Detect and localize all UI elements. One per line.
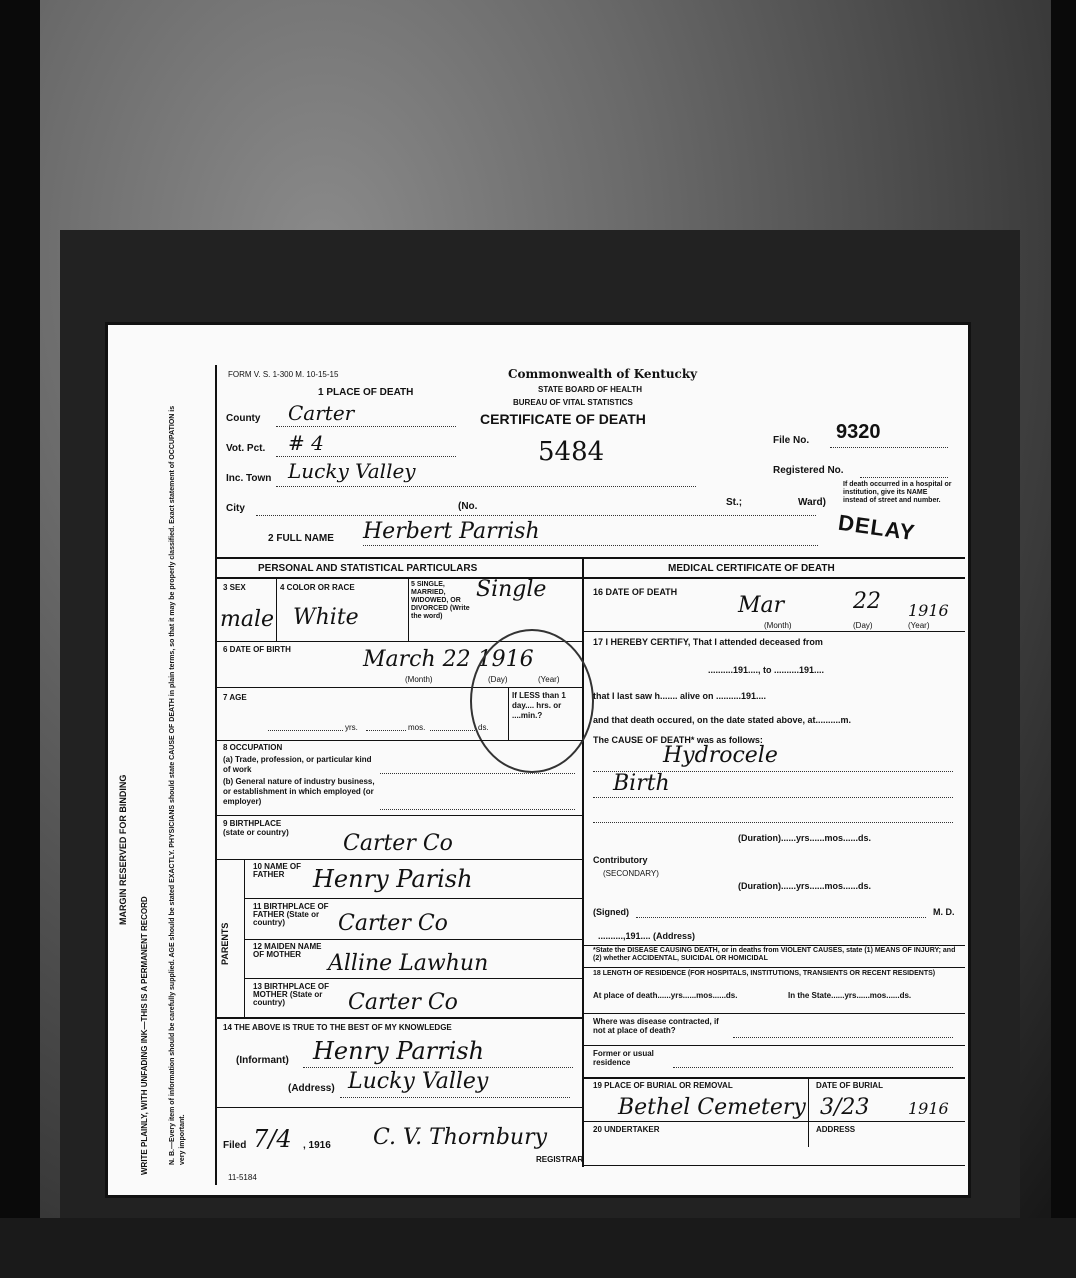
mother-value: Alline Lawhun — [328, 951, 489, 976]
filed-year: , 1916 — [303, 1140, 331, 1151]
full-name-label: 2 FULL NAME — [268, 533, 334, 544]
in-state-label: In the State......yrs......mos......ds. — [788, 991, 912, 1000]
dob-day-label: (Day) — [488, 675, 508, 684]
personal-heading: PERSONAL AND STATISTICAL PARTICULARS — [258, 563, 478, 574]
marital-value: Single — [476, 577, 547, 602]
address-value: Lucky Valley — [348, 1069, 489, 1094]
street-label: St.; — [726, 497, 743, 508]
dod-month-label: (Month) — [764, 621, 792, 630]
dob-month-label: (Month) — [405, 675, 433, 684]
knowledge-label: 14 THE ABOVE IS TRUE TO THE BEST OF MY KNOWLEDGE — [223, 1023, 452, 1032]
father-birthplace-label: 11 BIRTHPLACE OF FATHER (State or country) — [253, 902, 329, 927]
certificate-title: CERTIFICATE OF DEATH — [480, 411, 646, 427]
age-mos-label: mos. — [408, 723, 426, 732]
margin-write-plainly-text: WRITE PLAINLY, WITH UNFADING INK—THIS IS A PERMANENT RECORD — [140, 896, 149, 1175]
city-label: City — [226, 503, 245, 514]
dod-day-label: (Day) — [853, 621, 873, 630]
age-yrs-label: yrs. — [345, 723, 358, 732]
vot-pct-label: Vot. Pct. — [226, 443, 266, 454]
color-value: White — [293, 605, 359, 630]
duration-line-2: (Duration)......yrs......mos......ds. — [738, 881, 872, 891]
left-border-line — [215, 365, 217, 1185]
secondary-label: (SECONDARY) — [603, 869, 659, 878]
date-of-death-year: 1916 — [908, 601, 949, 620]
age-label: 7 AGE — [223, 693, 247, 702]
color-label: 4 COLOR OR RACE — [280, 583, 355, 592]
parents-label: PARENTS — [220, 922, 230, 965]
former-residence-label: Former or usual residence — [593, 1049, 654, 1067]
state-board: STATE BOARD OF HEALTH — [538, 385, 642, 394]
mother-birthplace-label: 13 BIRTHPLACE OF MOTHER (State or country) — [253, 982, 330, 1007]
cause-secondary: Birth — [613, 771, 670, 796]
file-number: 9320 — [836, 421, 881, 443]
date-of-death-month: Mar — [738, 593, 785, 618]
occupation-a-label: (a) Trade, profession, or particular kind of work — [223, 755, 372, 774]
date-of-death-day: 22 — [853, 589, 881, 614]
dob-year-label: (Year) — [538, 675, 560, 684]
occupation-label: 8 OCCUPATION — [223, 743, 283, 752]
film-edge-right — [1051, 0, 1076, 1278]
bureau-name: BUREAU OF VITAL STATISTICS — [513, 398, 633, 407]
md-label: M. D. — [933, 907, 955, 917]
sex-label: 3 SEX — [223, 583, 246, 592]
date-of-death-label: 16 DATE OF DEATH — [593, 587, 678, 597]
residence-label: 18 LENGTH OF RESIDENCE (FOR HOSPITALS, INSTITUTIONS, TRANSIENTS OR RECENT RESIDENTS) — [593, 970, 936, 977]
marital-label: 5 SINGLE, MARRIED, WIDOWED, OR DIVORCED (Write the word) — [411, 581, 470, 620]
dob-label: 6 DATE OF BIRTH — [223, 645, 291, 654]
father-label: 10 NAME OF FATHER — [253, 862, 302, 879]
burial-label: 19 PLACE OF BURIAL OR REMOVAL — [593, 1081, 733, 1090]
street-no-label: (No. — [458, 501, 478, 512]
burial-year-value: 1916 — [908, 1099, 949, 1118]
margin-instructions-text: N. B.—Every item of information should be carefully supplied. AGE should be stated EXACTLY. PHYSICIANS should state CAUSE OF DEATH in plain terms, so that it may be properly classified. Exact statement of OCCUPATION is very important. — [169, 405, 186, 1165]
ward-label: Ward) — [798, 497, 826, 508]
father-value: Henry Parish — [313, 865, 473, 893]
county-label: County — [226, 413, 261, 424]
registered-no-label: Registered No. — [773, 465, 844, 476]
undertaker-label: 20 UNDERTAKER — [593, 1125, 660, 1134]
inc-town-value: Lucky Valley — [288, 459, 416, 483]
cause-primary: Hydrocele — [663, 743, 778, 768]
filed-date: 7/4 — [253, 1125, 292, 1153]
contracted-label: Where was disease contracted, if not at place of death? — [593, 1017, 719, 1035]
certify-line-4: and that death occured, on the date stated above, at..........m. — [593, 715, 852, 725]
at-place-label: At place of death......yrs......mos......ds. — [593, 991, 738, 1000]
form-number: FORM V. S. 1-300 M. 10-15-15 — [228, 370, 339, 379]
undertaker-address-label: ADDRESS — [816, 1125, 856, 1134]
birthplace-label: 9 BIRTHPLACE (state or country) — [223, 819, 289, 837]
center-divider — [582, 557, 584, 1167]
registrar-label: REGISTRAR — [536, 1155, 584, 1164]
registrar-value: C. V. Thornbury — [373, 1125, 548, 1150]
signed-date-line: ..........,191.... (Address) — [598, 931, 696, 941]
place-of-death-label: 1 PLACE OF DEATH — [318, 387, 414, 398]
cause-footnote: *State the DISEASE CAUSING DEATH, or in deaths from VIOLENT CAUSES, state (1) MEANS OF INJURY; and (2) whether ACCIDENTAL, SUICIDAL OR HOMICIDAL — [593, 947, 956, 962]
mother-birthplace-value: Carter Co — [348, 990, 458, 1015]
occupation-b-label: (b) General nature of industry business, or establishment in which employed (or employer) — [223, 777, 375, 806]
sex-value: male — [220, 607, 275, 632]
birthplace-value: Carter Co — [343, 831, 453, 856]
county-value: Carter — [288, 401, 355, 425]
duration-line-1: (Duration)......yrs......mos......ds. — [738, 833, 872, 843]
medical-heading: MEDICAL CERTIFICATE OF DEATH — [668, 563, 835, 574]
footer-code: 11-5184 — [228, 1173, 257, 1182]
file-no-label: File No. — [773, 435, 810, 446]
dob-value: March 22 1916 — [363, 647, 534, 672]
burial-date-value: 3/23 — [820, 1095, 870, 1120]
seal-circle — [470, 629, 594, 773]
inc-town-label: Inc. Town — [226, 473, 272, 484]
mother-label: 12 MAIDEN NAME OF MOTHER — [253, 942, 322, 959]
burial-value: Bethel Cemetery — [618, 1095, 806, 1120]
less-than-label: If LESS than 1 day.... hrs. or ....min.? — [512, 691, 566, 720]
informant-label: (Informant) — [236, 1055, 289, 1066]
margin-reserved-text: MARGIN RESERVED FOR BINDING — [118, 774, 128, 925]
filed-label: Filed — [223, 1140, 247, 1151]
hospital-note: If death occurred in a hospital or institution, give its NAME instead of street and number. — [843, 481, 952, 504]
state-name: Commonwealth of Kentucky — [508, 367, 698, 381]
address-label: (Address) — [288, 1083, 335, 1094]
signed-label: (Signed) — [593, 907, 629, 917]
film-edge-left — [0, 0, 40, 1278]
burial-date-label: DATE OF BURIAL — [816, 1081, 883, 1090]
contributory-label: Contributory — [593, 855, 648, 865]
dod-year-label: (Year) — [908, 621, 930, 630]
vot-pct-value: # 4 — [288, 431, 324, 455]
certify-line-2: ..........191...., to ..........191.... — [708, 665, 825, 675]
stamp-number: 5484 — [538, 437, 605, 467]
cause-label: The CAUSE OF DEATH* was as follows: — [593, 735, 763, 745]
age-ds-label: ds. — [478, 723, 489, 732]
certify-line-3: that I last saw h....... alive on ..........191.... — [593, 691, 767, 701]
certify-text: 17 I HEREBY CERTIFY, That I attended deceased from — [593, 637, 823, 647]
informant-value: Henry Parrish — [313, 1037, 485, 1065]
father-birthplace-value: Carter Co — [338, 911, 448, 936]
delayed-stamp: DELAY — [836, 509, 917, 546]
death-certificate — [105, 322, 971, 1198]
film-edge-bottom — [0, 1218, 1076, 1278]
full-name-value: Herbert Parrish — [363, 519, 540, 544]
